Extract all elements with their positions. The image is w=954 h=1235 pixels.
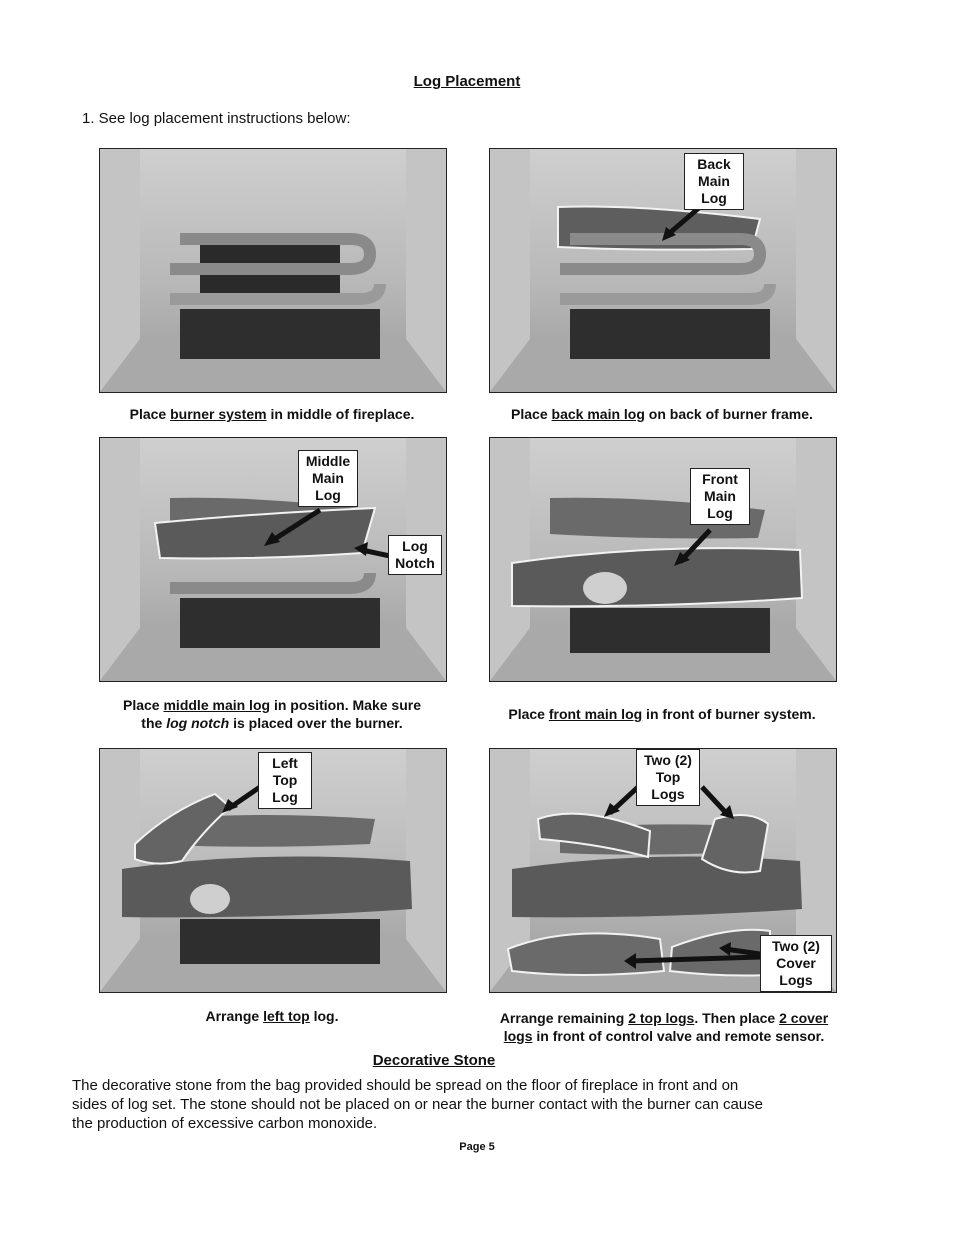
label-middle-main-log: Middle Main Log — [298, 450, 358, 507]
caption-top-and-cover-logs: Arrange remaining 2 top logs. Then place 2 cover logs in front of control valve and remote sensor. — [499, 1010, 829, 1044]
caption-middle-main-log: Place middle main log in position. Make sure the log notch is placed over the burner. — [123, 697, 421, 731]
caption-front-main-log: Place front main log in front of burner system. — [508, 706, 816, 722]
photo-top-and-cover-logs — [489, 748, 837, 993]
photo-back-main-log — [489, 148, 837, 393]
label-two-top-logs: Two (2) Top Logs — [636, 749, 700, 806]
intro-text: 1. See log placement instructions below: — [82, 110, 351, 127]
decorative-stone-text: The decorative stone from the bag provided should be spread on the floor of fireplace in front and on sides of log set. The stone should not be placed on or near the burner contact with the burner can cause the production of excessive carbon monoxide. — [72, 1077, 763, 1132]
caption-left-top-log: Arrange left top log. — [205, 1008, 339, 1024]
caption-back-main-log: Place back main log on back of burner frame. — [511, 406, 813, 422]
burner-illustration — [100, 149, 446, 392]
label-log-notch: Log Notch — [388, 535, 442, 575]
page-number: Page 5 — [459, 1141, 495, 1153]
photo-left-top-log — [99, 748, 447, 993]
photo-burner-system — [99, 148, 447, 393]
photo-middle-main-log — [99, 437, 447, 682]
label-two-cover-logs: Two (2) Cover Logs — [760, 935, 832, 992]
caption-burner-system: Place burner system in middle of fireplace. — [129, 406, 415, 422]
photo-front-main-log — [489, 437, 837, 682]
decorative-stone-heading: Decorative Stone — [372, 1052, 496, 1069]
label-left-top-log: Left Top Log — [258, 752, 312, 809]
label-back-main-log: Back Main Log — [684, 153, 744, 210]
front-log-illustration — [490, 438, 836, 681]
back-log-illustration — [490, 149, 836, 392]
label-front-main-log: Front Main Log — [690, 468, 750, 525]
page-title: Log Placement — [413, 73, 521, 90]
